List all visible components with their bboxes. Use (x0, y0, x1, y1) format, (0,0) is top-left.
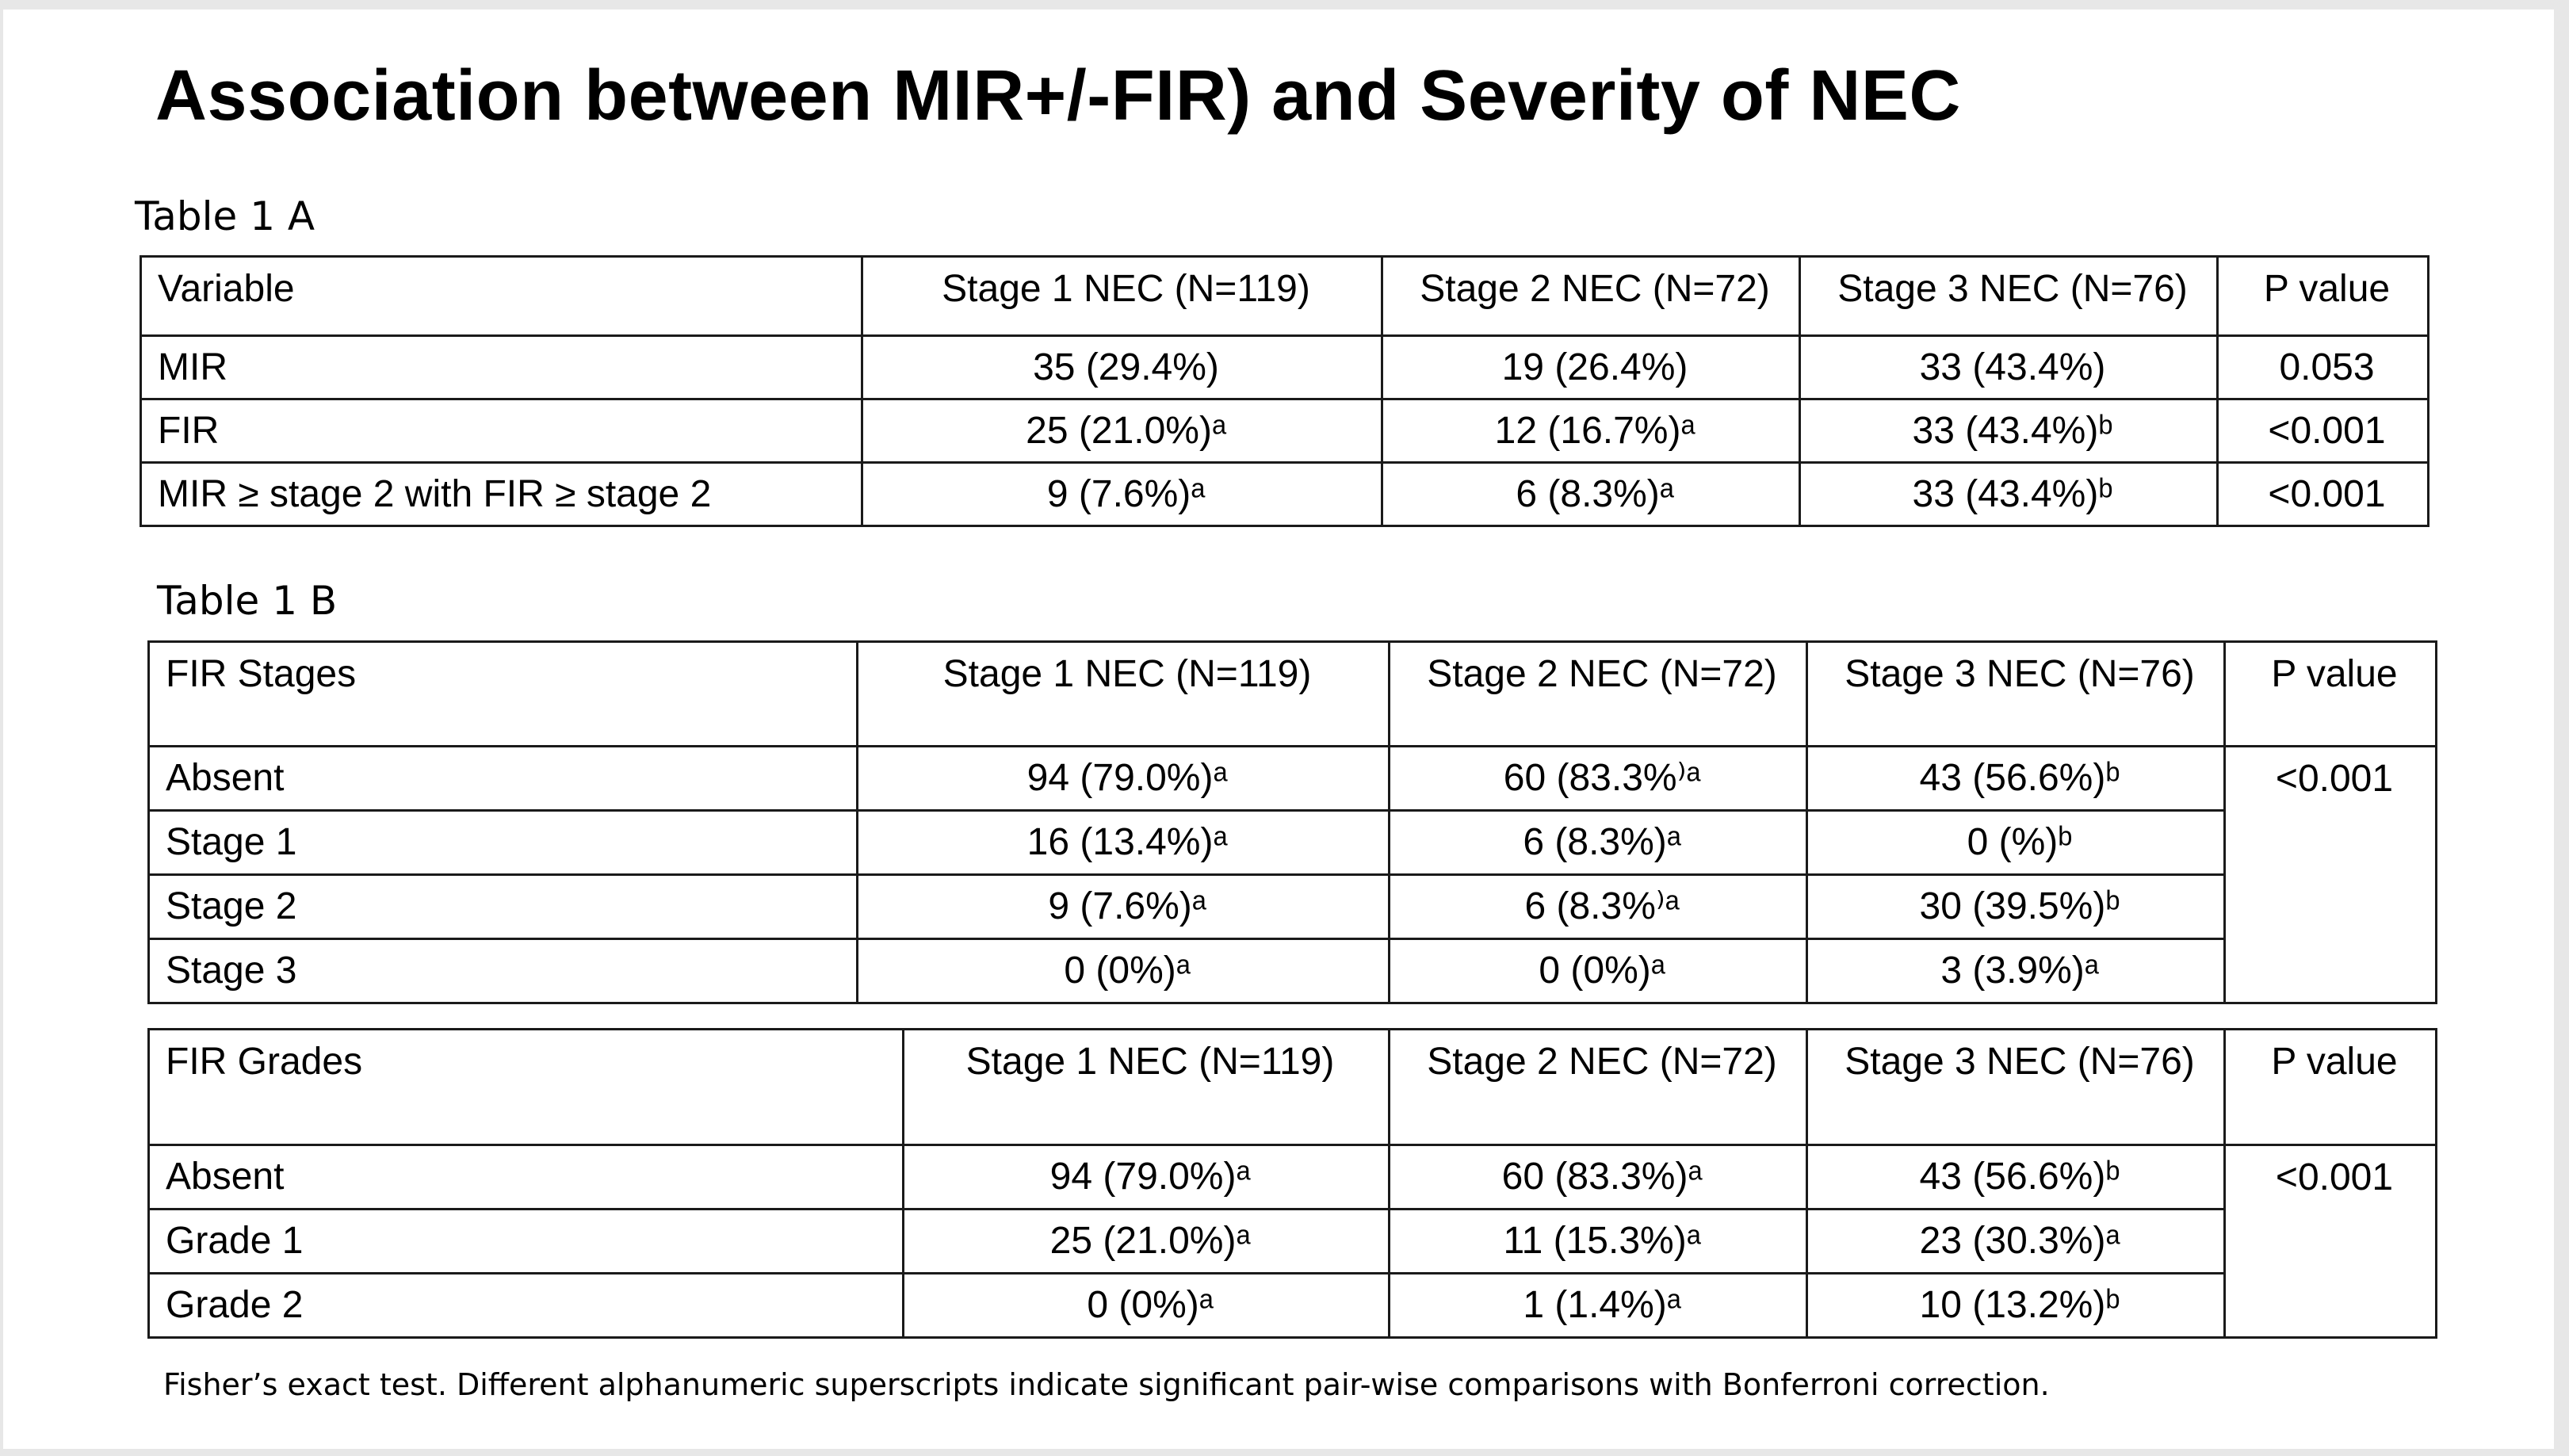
footnote: Fisher’s exact test. Different alphanumeric superscripts indicate significant pair-wise comparisons with Bonferroni correction. (163, 1367, 2050, 1402)
table-cell: 1 (1.4%)ᵃ (1390, 1274, 1807, 1338)
row-label: FIR (141, 399, 862, 463)
row-label: Absent (149, 747, 858, 811)
header-cell: Stage 1 NEC (N=119) (862, 257, 1382, 336)
p-value-cell: <0.001 (2225, 1145, 2437, 1338)
table-cell: 0 (0%)ᵃ (904, 1274, 1390, 1338)
slide-title: Association between MIR+/-FIR) and Severity of NEC (155, 56, 1961, 136)
header-cell: Stage 2 NEC (N=72) (1390, 642, 1807, 747)
p-value-cell: <0.001 (2218, 463, 2429, 526)
table-row (141, 463, 2429, 526)
header-cell: Stage 1 NEC (N=119) (904, 1030, 1390, 1145)
table-row (141, 399, 2429, 463)
row-label: Absent (149, 1145, 904, 1210)
table-header-row (149, 1030, 2437, 1145)
p-value-cell: <0.001 (2225, 747, 2437, 1003)
p-value-cell: <0.001 (2218, 399, 2429, 463)
table-cell: 30 (39.5%)ᵇ (1807, 875, 2225, 939)
table-row (149, 1274, 2437, 1338)
table-cell: 25 (21.0%)ᵃ (862, 399, 1382, 463)
table-cell: 0 (%)ᵇ (1807, 811, 2225, 875)
table-cell: 10 (13.2%)ᵇ (1807, 1274, 2225, 1338)
table-cell: 35 (29.4%) (862, 336, 1382, 399)
table-cell: 94 (79.0%)ᵃ (858, 747, 1390, 811)
table-row (149, 939, 2437, 1003)
header-cell: P value (2218, 257, 2429, 336)
header-cell: Stage 3 NEC (N=76) (1800, 257, 2218, 336)
table-1b-fir-grades (147, 1028, 2437, 1339)
table-cell: 23 (30.3%)ᵃ (1807, 1210, 2225, 1274)
row-label: MIR (141, 336, 862, 399)
table-cell: 43 (56.6%)ᵇ (1807, 1145, 2225, 1210)
table-row (141, 336, 2429, 399)
table-row (149, 1210, 2437, 1274)
table-cell: 33 (43.4%)ᵇ (1800, 463, 2218, 526)
header-cell: Stage 2 NEC (N=72) (1390, 1030, 1807, 1145)
header-cell: P value (2225, 1030, 2437, 1145)
table-1a-caption: Table 1 A (135, 193, 315, 239)
table-cell: 12 (16.7%)ᵃ (1382, 399, 1800, 463)
p-value-cell: 0.053 (2218, 336, 2429, 399)
table-cell: 6 (8.3%)ᵃ (1390, 811, 1807, 875)
table-row (149, 811, 2437, 875)
table-header-row (141, 257, 2429, 336)
header-cell: FIR Stages (149, 642, 858, 747)
table-cell: 19 (26.4%) (1382, 336, 1800, 399)
row-label: Stage 1 (149, 811, 858, 875)
header-cell: Stage 3 NEC (N=76) (1807, 642, 2225, 747)
table-1b-fir-stages (147, 640, 2437, 1004)
table-header-row (149, 642, 2437, 747)
table-cell: 9 (7.6%)ᵃ (862, 463, 1382, 526)
table-cell: 0 (0%)ᵃ (858, 939, 1390, 1003)
table-cell: 43 (56.6%)ᵇ (1807, 747, 2225, 811)
header-cell: Stage 3 NEC (N=76) (1807, 1030, 2225, 1145)
table-row (149, 1145, 2437, 1210)
header-cell: Variable (141, 257, 862, 336)
header-cell: FIR Grades (149, 1030, 904, 1145)
header-cell: P value (2225, 642, 2437, 747)
table-cell: 33 (43.4%) (1800, 336, 2218, 399)
table-cell: 3 (3.9%)ᵃ (1807, 939, 2225, 1003)
table-cell: 25 (21.0%)ᵃ (904, 1210, 1390, 1274)
table-cell: 94 (79.0%)ᵃ (904, 1145, 1390, 1210)
table-cell: 6 (8.3%)ᵃ (1382, 463, 1800, 526)
table-1a (140, 255, 2429, 527)
table-cell: 0 (0%)ᵃ (1390, 939, 1807, 1003)
table-cell: 60 (83.3%)ᵃ (1390, 1145, 1807, 1210)
header-cell: Stage 1 NEC (N=119) (858, 642, 1390, 747)
row-label: Grade 1 (149, 1210, 904, 1274)
table-cell: 6 (8.3%⁾ᵃ (1390, 875, 1807, 939)
table-cell: 16 (13.4%)ᵃ (858, 811, 1390, 875)
row-label: Stage 3 (149, 939, 858, 1003)
table-row (149, 875, 2437, 939)
row-label: Stage 2 (149, 875, 858, 939)
table-cell: 9 (7.6%)ᵃ (858, 875, 1390, 939)
table-1b-caption: Table 1 B (157, 578, 338, 624)
row-label: MIR ≥ stage 2 with FIR ≥ stage 2 (141, 463, 862, 526)
table-row (149, 747, 2437, 811)
table-cell: 33 (43.4%)ᵇ (1800, 399, 2218, 463)
row-label: Grade 2 (149, 1274, 904, 1338)
table-cell: 11 (15.3%)ᵃ (1390, 1210, 1807, 1274)
table-cell: 60 (83.3%⁾ᵃ (1390, 747, 1807, 811)
header-cell: Stage 2 NEC (N=72) (1382, 257, 1800, 336)
